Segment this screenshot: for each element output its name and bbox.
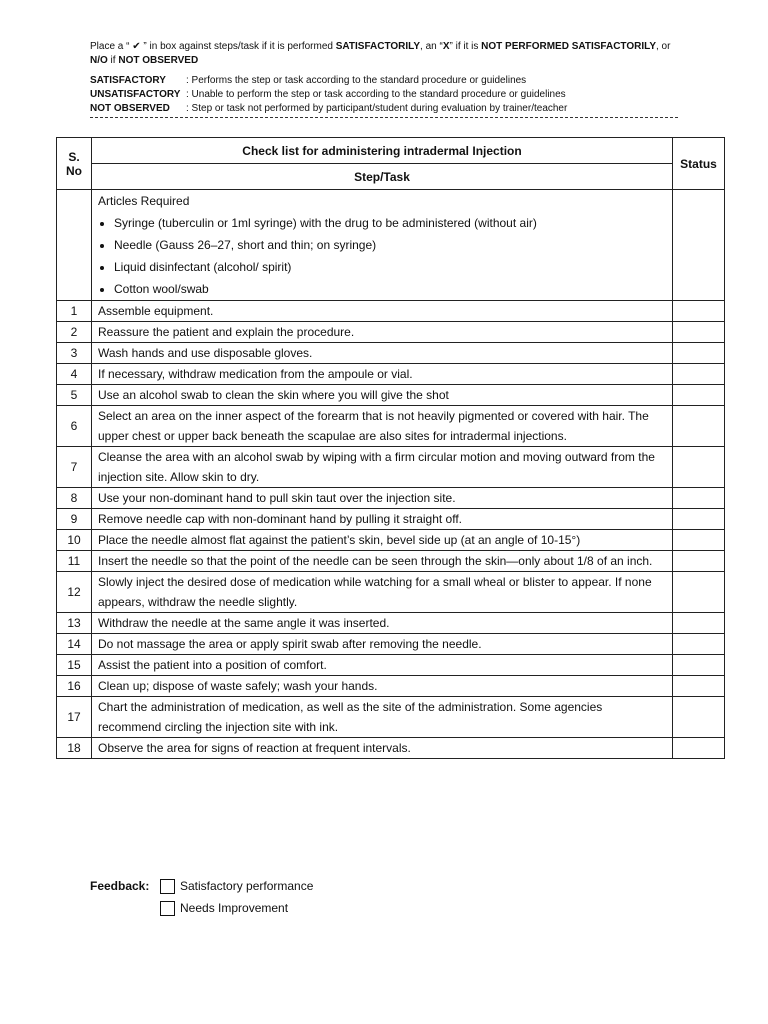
status-cell[interactable] (673, 190, 725, 301)
table-row (57, 406, 725, 447)
table-row (57, 572, 725, 613)
table-row (57, 488, 725, 509)
check-icon: ✔ (132, 41, 141, 52)
table-row (57, 697, 725, 738)
table-row (57, 343, 725, 364)
step-number: 2 (57, 322, 92, 343)
step-task: Select an area on the inner aspect of the forearm that is not heavily pigmented or covered with hair. The upper chest or upper back beneath the scapulae are also sites for intradermal injections. (92, 406, 673, 447)
step-task: Place the needle almost flat against the patient’s skin, bevel side up (at an angle of 10-15°) (92, 530, 673, 551)
step-number: 8 (57, 488, 92, 509)
status-cell[interactable] (673, 572, 725, 613)
step-number: 4 (57, 364, 92, 385)
step-task-header: Step/Task (92, 164, 673, 190)
article-item: • Liquid disinfectant (alcohol/ spirit) (114, 256, 666, 278)
step-number: 9 (57, 509, 92, 530)
step-task: Wash hands and use disposable gloves. (92, 343, 673, 364)
status-cell[interactable] (673, 634, 725, 655)
sno-header: S. No (57, 138, 92, 190)
step-task: Do not massage the area or apply spirit swab after removing the needle. (92, 634, 673, 655)
step-task: If necessary, withdraw medication from the ampoule or vial. (92, 364, 673, 385)
legend-row-unsatisfactory: UNSATISFACTORY : Unable to perform the step or task according to the standard procedure or guidelines (90, 89, 566, 100)
step-task: Insert the needle so that the point of the needle can be seen through the skin—only about 1/8 of an inch. (92, 551, 673, 572)
table-row (57, 364, 725, 385)
table-row (57, 551, 725, 572)
status-cell[interactable] (673, 488, 725, 509)
step-task: Slowly inject the desired dose of medication while watching for a small wheal or blister to appear. If none appears, withdraw the needle slightly. (92, 572, 673, 613)
table-row (57, 655, 725, 676)
articles-list (98, 212, 666, 300)
step-task: Chart the administration of medication, as well as the site of the administration. Some agencies recommend circling the injection site with ink. (92, 697, 673, 738)
feedback-section (90, 875, 313, 919)
dashed-divider (90, 117, 678, 118)
legend-row-satisfactory: SATISFACTORY : Performs the step or task according to the standard procedure or guidelines (90, 75, 527, 86)
legend-row-not-observed: NOT OBSERVED : Step or task not performed by participant/student during evaluation by trainer/teacher (90, 103, 568, 114)
status-cell[interactable] (673, 697, 725, 738)
status-cell[interactable] (673, 509, 725, 530)
status-cell[interactable] (673, 364, 725, 385)
step-task: Use an alcohol swab to clean the skin where you will give the shot (92, 385, 673, 406)
step-number: 1 (57, 301, 92, 322)
table-row (57, 738, 725, 759)
articles-title: Articles Required (98, 194, 190, 208)
status-cell[interactable] (673, 676, 725, 697)
step-number: 18 (57, 738, 92, 759)
table-row (57, 385, 725, 406)
step-number: 17 (57, 697, 92, 738)
article-item: • Needle (Gauss 26–27, short and thin; on syringe) (114, 234, 666, 256)
status-cell[interactable] (673, 613, 725, 634)
table-row (57, 301, 725, 322)
step-number: 12 (57, 572, 92, 613)
table-row (57, 676, 725, 697)
step-number: 10 (57, 530, 92, 551)
status-header: Status (673, 138, 725, 190)
step-task: Reassure the patient and explain the procedure. (92, 322, 673, 343)
status-cell[interactable] (673, 530, 725, 551)
needs-improvement-checkbox[interactable] (160, 901, 175, 916)
step-number: 5 (57, 385, 92, 406)
status-cell[interactable] (673, 343, 725, 364)
article-item: • Syringe (tuberculin or 1ml syringe) with the drug to be administered (without air) (114, 212, 666, 234)
status-cell[interactable] (673, 551, 725, 572)
feedback-label: Feedback: (90, 879, 150, 893)
step-number: 11 (57, 551, 92, 572)
status-cell[interactable] (673, 738, 725, 759)
step-number: 7 (57, 447, 92, 488)
table-row (57, 509, 725, 530)
step-task: Assist the patient into a position of comfort. (92, 655, 673, 676)
step-task: Assemble equipment. (92, 301, 673, 322)
step-number: 6 (57, 406, 92, 447)
step-number: 13 (57, 613, 92, 634)
articles-row (57, 190, 725, 301)
table-row (57, 447, 725, 488)
step-task: Cleanse the area with an alcohol swab by wiping with a firm circular motion and moving outward from the injection site. Allow skin to dry. (92, 447, 673, 488)
step-task: Observe the area for signs of reaction at frequent intervals. (92, 738, 673, 759)
checklist-table (56, 137, 725, 759)
table-row (57, 634, 725, 655)
step-number: 16 (57, 676, 92, 697)
article-item: • Cotton wool/swab (114, 278, 666, 300)
table-row (57, 613, 725, 634)
needs-improvement-option-label: Needs Improvement (180, 901, 289, 915)
step-task: Withdraw the needle at the same angle it was inserted. (92, 613, 673, 634)
satisfactory-checkbox[interactable] (160, 879, 175, 894)
step-task: Remove needle cap with non-dominant hand by pulling it straight off. (92, 509, 673, 530)
satisfactory-option-label: Satisfactory performance (180, 879, 314, 893)
table-row (57, 322, 725, 343)
step-number: 14 (57, 634, 92, 655)
step-task: Use your non-dominant hand to pull skin taut over the injection site. (92, 488, 673, 509)
instructions: Place a “ ✔ ” in box against steps/task if it is performed SATISFACTORILY, an “X” if it is NOT PERFORMED SATISFACTORILY, or N/O if NOT OBSERVED (90, 41, 671, 66)
table-row (57, 530, 725, 551)
status-cell[interactable] (673, 447, 725, 488)
rating-legend (90, 74, 567, 116)
status-cell[interactable] (673, 406, 725, 447)
status-cell[interactable] (673, 322, 725, 343)
step-number: 3 (57, 343, 92, 364)
status-cell[interactable] (673, 385, 725, 406)
status-cell[interactable] (673, 655, 725, 676)
step-number: 15 (57, 655, 92, 676)
status-cell[interactable] (673, 301, 725, 322)
step-task: Clean up; dispose of waste safely; wash your hands. (92, 676, 673, 697)
checklist-title: Check list for administering intradermal Injection (92, 138, 673, 164)
